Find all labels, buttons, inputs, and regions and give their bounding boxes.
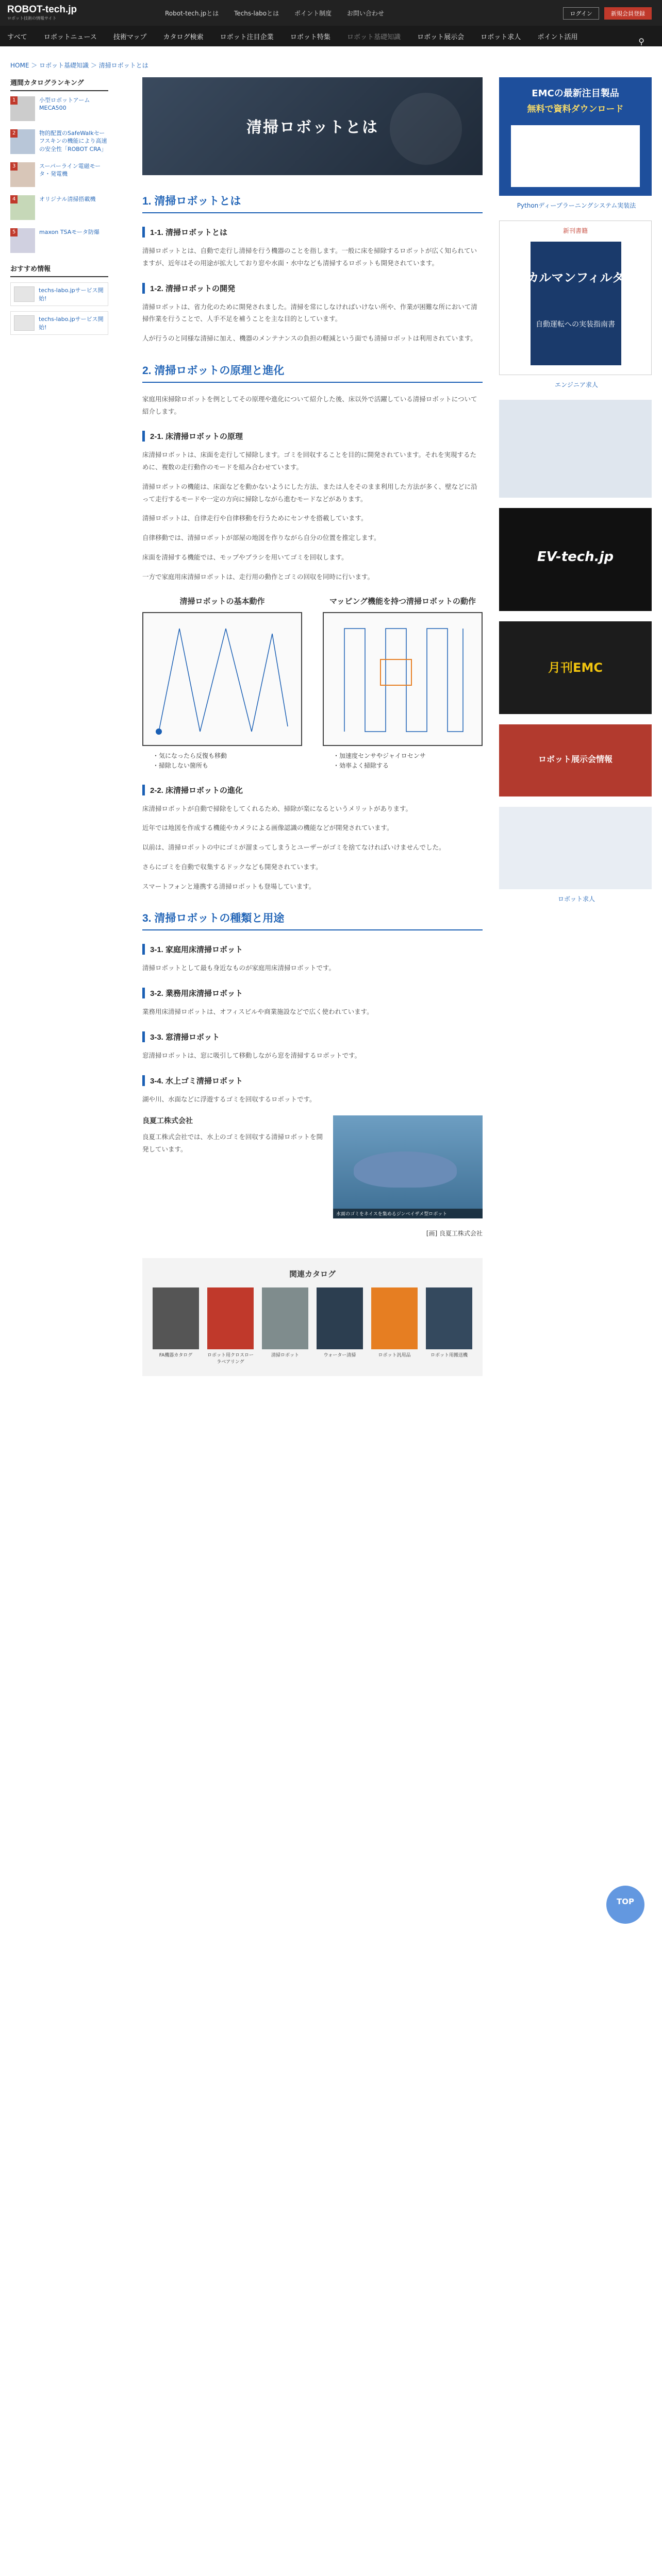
diagram-title: 清掃ロボットの基本動作 (179, 597, 265, 606)
subsection-heading: 3-3. 窓清掃ロボット (142, 1031, 483, 1042)
paragraph: 自律移動では、清掃ロボットが部屋の地図を作りながら自分の位置を推定します。 (142, 534, 380, 541)
paragraph: 業務用床清掃ロボットは、オフィスビルや商業施設などで広く使われています。 (142, 1008, 373, 1016)
paragraph: さらにゴミを自動で収集するドックなども開発されています。 (142, 862, 322, 871)
thumbnail: 3 (10, 162, 35, 187)
catalog-cover (426, 1287, 472, 1349)
paragraph: スマートフォンと連携する清掃ロボットも登場しています。 (142, 882, 316, 890)
subsection-heading: 1-2. 清掃ロボットの開発 (142, 283, 483, 294)
exhibition-ad[interactable]: ロボット展示会情報 (499, 724, 652, 796)
paragraph: 床清掃ロボットが自動で掃除をしてくれるため、掃除が楽になるというメリットがあります。 (142, 804, 412, 812)
paragraph: 以前は、清掃ロボットの中にゴミが溜まってしまうとユーザーがゴミを捨てなければいけませんでした。 (142, 843, 445, 852)
thumbnail (14, 315, 35, 331)
top-link[interactable]: ポイント制度 (294, 10, 332, 17)
related-heading: 関連カタログ (289, 1269, 336, 1279)
register-button[interactable]: 新規会員登録 (604, 7, 652, 20)
ranking-item[interactable]: 4 オリジナル清掃搭載機 (10, 195, 108, 220)
paragraph: 窓清掃ロボットは、窓に吸引して移動しながら窓を清掃するロボットです。 (142, 1051, 361, 1059)
catalog-cover (317, 1287, 363, 1349)
nav-item[interactable]: ロボット注目企業 (220, 33, 274, 41)
ad-caption[interactable]: Pythonディープラーニングシステム実装法 (517, 202, 636, 209)
robot-car-ad[interactable] (499, 400, 652, 498)
catalog-item[interactable]: ロボット用クロスローラベアリング (207, 1287, 254, 1365)
top-link[interactable]: Robot-tech.jpとは (165, 10, 219, 17)
mapping-path-svg (324, 613, 482, 745)
section-heading: 2. 清掃ロボットの原理と進化 (142, 362, 483, 383)
catalog-cover (262, 1287, 308, 1349)
ranking-item[interactable]: 2 物的配置のSafeWalkセーフスキンの機能により高速の安全性「ROBOT CRA」 (10, 129, 108, 154)
emc-ad-banner[interactable]: EMCの最新注目製品 無料で資料ダウンロード (499, 77, 652, 196)
paragraph: 清掃ロボットは、省力化のために開発されました。清掃を常にしなければいけない所や、作業が困難な所において清掃作業を行うことで、人手不足を補うことを主な目的としています。 (142, 302, 477, 323)
ev-tech-ad[interactable]: EV-tech.jp (499, 508, 652, 611)
image-credit: [画] 良夏工株式会社 (426, 1230, 483, 1238)
nav-item[interactable]: 技術マップ (113, 33, 147, 41)
shark-shape (354, 1151, 457, 1188)
section-heading: 1. 清掃ロボットとは (142, 193, 483, 213)
paragraph: 近年では地図を作成する機能やカメラによる画像認識の機能などが開発されています。 (142, 824, 393, 832)
page-top-button[interactable]: TOP (606, 1886, 644, 1924)
ranking-heading: 週間カタログランキング (10, 77, 108, 91)
paragraph: 良夏工株式会社では、水上のゴミを回収する清掃ロボットを開発しています。 (142, 1133, 323, 1154)
catalog-item[interactable]: ロボット用搬送機 (426, 1287, 472, 1365)
ranking-item[interactable]: 1 小型ロボットアーム MECA500 (10, 96, 108, 121)
page-title: 清掃ロボットとは (246, 119, 378, 136)
ranking-item[interactable]: 3 スーパーライン電磁モータ・発電機 (10, 162, 108, 187)
nav-item[interactable]: ポイント活用 (537, 33, 578, 41)
kalman-book-ad[interactable]: 新刊書籍 カルマンフィルタ 自動運転への実装指南書 (499, 221, 652, 375)
thumbnail: 1 (10, 96, 35, 121)
nav-item[interactable]: カタログ検索 (163, 33, 204, 41)
mapping-motion-diagram (323, 596, 483, 771)
monthly-emc-ad[interactable]: 月刊EMC (499, 621, 652, 714)
company-heading: 良夏工株式会社 (142, 1117, 193, 1126)
ad-caption[interactable]: エンジニア求人 (555, 381, 598, 388)
basic-motion-diagram (142, 596, 302, 771)
top-link[interactable]: Techs-laboとは (234, 10, 279, 17)
paragraph: 一方で家庭用床清掃ロボットは、走行用の動作とゴミの回収を同時に行います。 (142, 572, 374, 581)
paragraph: 家庭用床掃除ロボットを例としてその原理や進化について紹介した後、床以外で活躍している清掃ロボットについて紹介します。 (142, 395, 477, 415)
photo-caption: 水面のゴミをネイスを集めるジンベイザメ型ロボット (333, 1209, 483, 1218)
site-logo[interactable]: ROBOT-tech.jp ロボット技術の情報サイト (7, 4, 77, 21)
subsection-heading: 3-1. 家庭用床清掃ロボット (142, 944, 483, 955)
recommend-item[interactable]: techs-labo.jpサービス開始! (10, 311, 108, 335)
subsection-heading: 3-2. 業務用床清掃ロボット (142, 988, 483, 998)
hero-banner (142, 77, 483, 175)
diagram-title: マッピング機能を持つ清掃ロボットの動作 (329, 597, 476, 606)
diagram-caption: ・気になったら反復も移動 ・掃除しない箇所も (153, 752, 227, 770)
search-icon[interactable]: ⚲ (638, 37, 644, 46)
thumbnail: 2 (10, 129, 35, 154)
subsection-heading: 2-1. 床清掃ロボットの原理 (142, 431, 483, 442)
shark-robot-photo (333, 1115, 483, 1218)
thumbnail (14, 286, 35, 302)
subsection-heading: 3-4. 水上ゴミ清掃ロボット (142, 1075, 483, 1086)
paragraph: 人が行うのと同様な清掃に加え、機器のメンテナンスの負担の軽減という面でも清掃ロボットは利用されています。 (142, 334, 477, 342)
nav-item[interactable]: ロボット求人 (481, 33, 521, 41)
room-box (142, 612, 302, 746)
catalog-cover (153, 1287, 199, 1349)
login-button[interactable]: ログイン (563, 7, 599, 20)
section-heading: 3. 清掃ロボットの種類と用途 (142, 910, 483, 930)
paragraph: 清掃ロボットの機能は、床面などを動かないようにした方法、または人をそのまま利用した方法が多く、壁などに沿って走行するモードや一定の方向に掃除しながら進むモードなどがあります。 (142, 482, 477, 503)
catalog-item[interactable]: ロボット汎用品 (371, 1287, 418, 1365)
recommend-heading: おすすめ情報 (10, 263, 108, 277)
paragraph: 湖や川、水面などに浮遊するゴミを回収するロボットです。 (142, 1095, 316, 1103)
subsection-heading: 1-1. 清掃ロボットとは (142, 227, 483, 238)
random-path-svg (143, 613, 301, 745)
catalog-cover (371, 1287, 418, 1349)
nav-item[interactable]: ロボット基礎知識 (346, 33, 401, 41)
paragraph: 床清掃ロボットは、床面を走行して掃除します。ゴミを回収することを目的に開発されています。それを実現するために、複数の走行動作のモードを組み合わせています。 (142, 451, 477, 471)
thumbnail: 5 (10, 228, 35, 253)
breadcrumb[interactable]: HOME ＞ ロボット基礎知識 ＞ 清掃ロボットとは (10, 62, 148, 69)
catalog-item[interactable]: ウォーター清掃 (317, 1287, 363, 1365)
subsection-heading: 2-2. 床清掃ロボットの進化 (142, 785, 483, 795)
paragraph: 清掃ロボットとは、自動で走行し清掃を行う機器のことを指します。一般に床を掃除するロボットが広く知られていますが、近年はその用途が拡大しており窓や水面・水中なども清掃するロボットも開発されています。 (142, 247, 477, 267)
catalog-item[interactable]: FA機器カタログ (153, 1287, 199, 1365)
catalog-item[interactable]: 清掃ロボット (262, 1287, 308, 1365)
main-nav (0, 26, 662, 46)
left-sidebar (10, 77, 108, 340)
nav-item[interactable]: ロボット展示会 (417, 33, 465, 41)
top-links (165, 9, 398, 18)
nav-item[interactable]: すべて (7, 33, 27, 41)
nav-item[interactable]: ロボットニュース (43, 33, 97, 41)
thumbnail: 4 (10, 195, 35, 220)
job-ad[interactable] (499, 807, 652, 889)
top-link[interactable]: お問い合わせ (346, 10, 384, 17)
ranking-item[interactable]: 5 maxon TSAモータ防爆 (10, 228, 108, 253)
related-catalogs (142, 1258, 483, 1376)
ad-caption[interactable]: ロボット求人 (557, 895, 595, 903)
catalog-cover (207, 1287, 254, 1349)
paragraph: 床面を清掃する機能では、モップやブラシを用いてゴミを回収します。 (142, 553, 348, 561)
diagram-caption: ・加速度センサやジャイロセンサ ・効率よく掃除する (333, 752, 426, 770)
recommend-item[interactable]: techs-labo.jpサービス開始! (10, 282, 108, 306)
room-box (323, 612, 483, 746)
nav-item[interactable]: ロボット特集 (290, 33, 330, 41)
main-content (142, 77, 483, 1376)
top-bar (0, 0, 662, 26)
right-sidebar (499, 77, 654, 914)
paragraph: 清掃ロボットは、自律走行や自律移動を行うためにセンサを搭載しています。 (142, 514, 368, 522)
paragraph: 清掃ロボットとして最も身近なものが家庭用床清掃ロボットです。 (142, 964, 336, 972)
cleaning-diagram (142, 596, 483, 771)
